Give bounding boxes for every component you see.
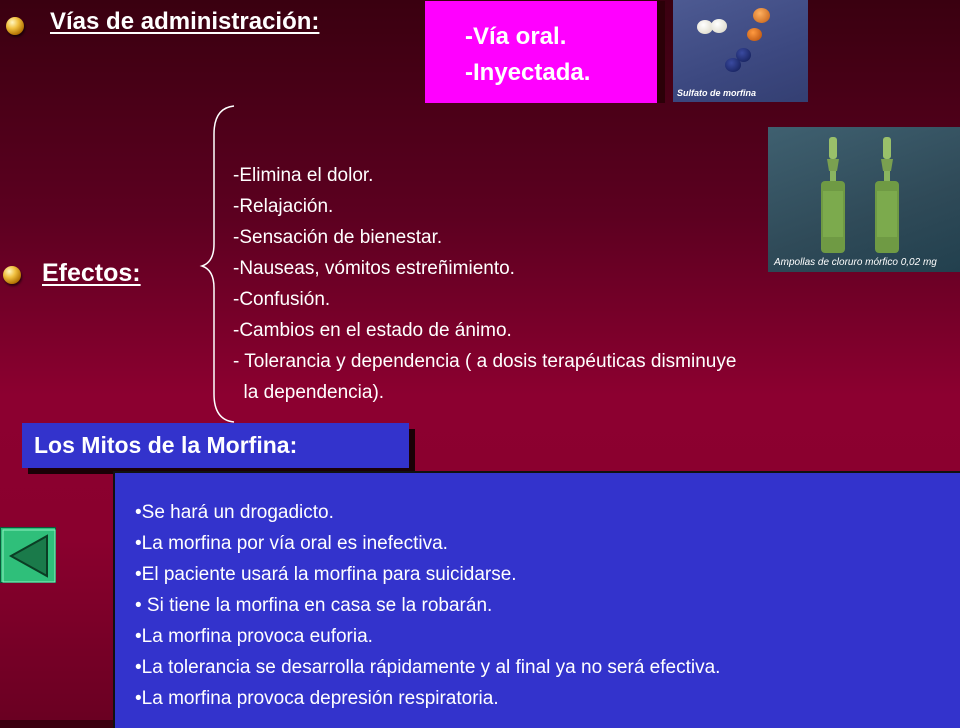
- mitos-title-box: [22, 423, 409, 468]
- pill-shape: [747, 28, 762, 41]
- efecto-item: -Sensación de bienestar.: [233, 227, 443, 248]
- mito-item: •La morfina provoca depresión respiratoria.: [135, 688, 499, 709]
- efecto-item: - Tolerancia y dependencia ( a dosis terapéuticas disminuye: [233, 351, 737, 372]
- mitos-list: [135, 497, 720, 714]
- pill-shape: [736, 48, 751, 62]
- pill-shape: [711, 19, 727, 33]
- bullet-icon: [3, 266, 21, 284]
- route-injected: -Inyectada.: [465, 59, 591, 86]
- mito-item: •La morfina provoca euforia.: [135, 626, 373, 647]
- bullet-icon: [6, 17, 24, 35]
- mito-item: •La tolerancia se desarrolla rápidamente y al final ya no será efectiva.: [135, 657, 721, 678]
- mito-item: •El paciente usará la morfina para suicidarse.: [135, 564, 517, 585]
- back-button[interactable]: [0, 527, 56, 583]
- ampoules-image: [768, 127, 960, 272]
- vias-title: Vías de administración:: [50, 8, 320, 35]
- efecto-item: -Elimina el dolor.: [233, 165, 374, 186]
- efectos-title: Efectos:: [42, 259, 141, 287]
- mito-item: •Se hará un drogadicto.: [135, 502, 334, 523]
- efecto-item: -Cambios en el estado de ánimo.: [233, 320, 512, 341]
- mitos-box: [113, 471, 960, 728]
- efecto-item: -Relajación.: [233, 196, 334, 217]
- back-triangle-icon: [1, 528, 57, 584]
- efectos-list: [233, 160, 736, 408]
- mito-item: •La morfina por vía oral es inefectiva.: [135, 533, 448, 554]
- brace-icon: [198, 104, 238, 424]
- ampoule-shape: [872, 137, 902, 255]
- ampoules-caption: Ampollas de cloruro mórfico 0,02 mg: [774, 257, 937, 268]
- pills-image: [673, 0, 808, 102]
- efecto-item: -Confusión.: [233, 289, 331, 310]
- mito-item: • Si tiene la morfina en casa se la robarán.: [135, 595, 493, 616]
- ampoule-shape: [818, 137, 848, 255]
- administration-routes-box: [425, 1, 657, 103]
- pill-shape: [753, 8, 770, 23]
- route-oral: -Vía oral.: [465, 23, 567, 50]
- efecto-item: -Nauseas, vómitos estreñimiento.: [233, 258, 515, 279]
- efecto-item: la dependencia).: [233, 382, 385, 403]
- mitos-title: Los Mitos de la Morfina:: [34, 432, 298, 458]
- pills-caption: Sulfato de morfina: [677, 88, 757, 98]
